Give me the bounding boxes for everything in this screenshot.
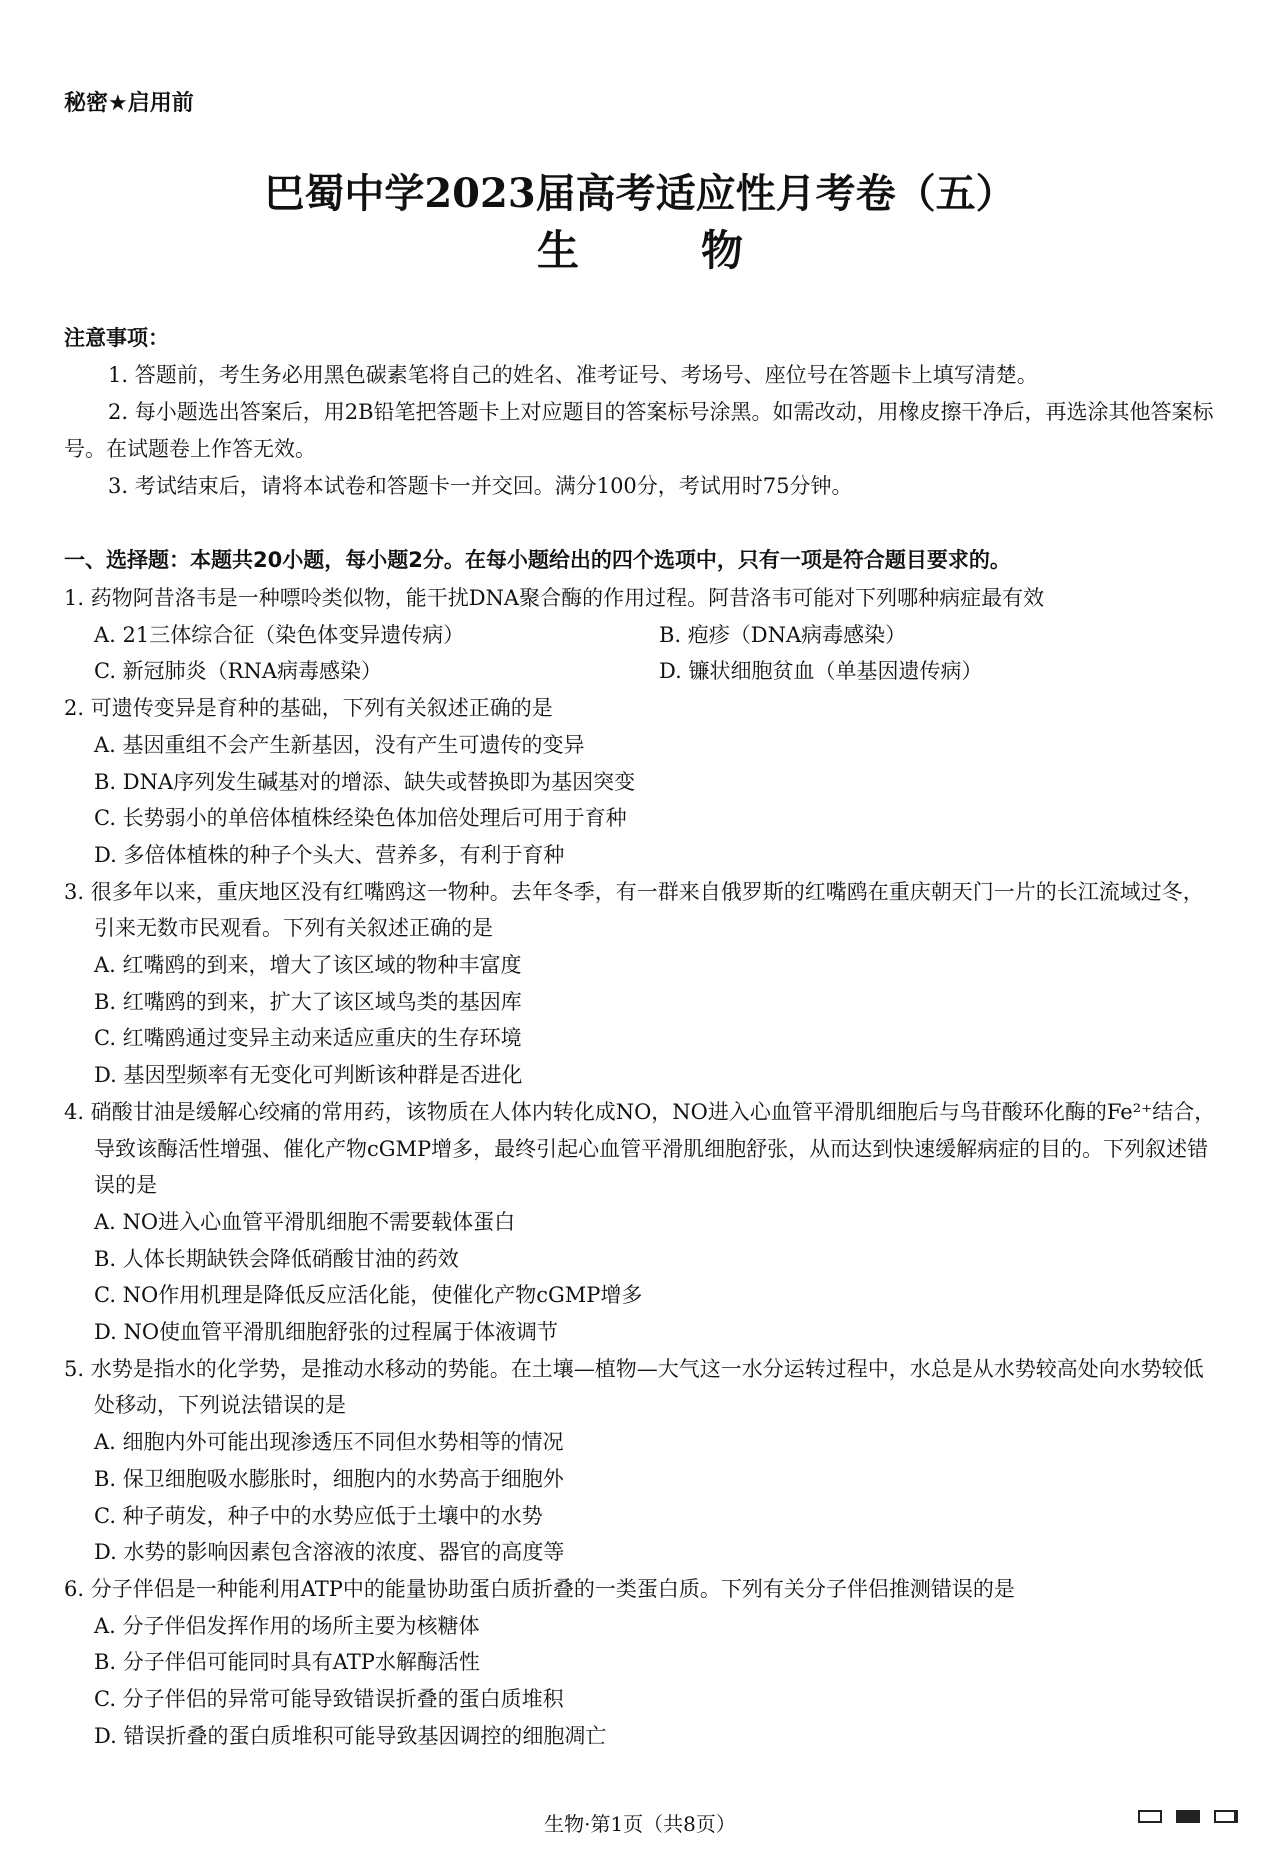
notice-item: 3. 考试结束后，请将本试卷和答题卡一并交回。满分100分，考试用时75分钟。 — [108, 474, 853, 498]
empty-box-mark — [1138, 1810, 1162, 1823]
question-stem: 3. 很多年以来，重庆地区没有红嘴鸥这一物种。去年冬季，有一群来自俄罗斯的红嘴鸥在重庆朝天门一片的长江流域过冬，引来无数市民观看。下列有关叙述正确的是 — [64, 879, 1204, 941]
option-a: A. 红嘴鸥的到来，增大了该区域的物种丰富度 — [94, 953, 522, 978]
option-d: D. 错误折叠的蛋白质堆积可能导致基因调控的细胞凋亡 — [94, 1723, 607, 1748]
question-6 — [64, 1571, 1224, 1755]
option-b: B. 人体长期缺铁会降低硝酸甘油的药效 — [94, 1246, 459, 1271]
option-c: C. NO作用机理是降低反应活化能，使催化产物cGMP增多 — [94, 1283, 643, 1308]
option-d: D. 水势的影响因素包含溶液的浓度、器官的高度等 — [94, 1540, 565, 1565]
question-5 — [64, 1351, 1224, 1571]
question-stem: 6. 分子伴侣是一种能利用ATP中的能量协助蛋白质折叠的一类蛋白质。下列有关分子伴侣推测错误的是 — [64, 1576, 1015, 1601]
page-footer: 生物·第1页（共8页） — [544, 1812, 736, 1836]
question-3 — [64, 874, 1224, 1094]
section-heading: 一、选择题：本题共20小题，每小题2分。在每小题给出的四个选项中，只有一项是符合题目要求的。 — [64, 548, 1011, 572]
exam-title: 巴蜀中学2023届高考适应性月考卷（五） — [264, 170, 1016, 217]
option-b: B. 分子伴侣可能同时具有ATP水解酶活性 — [94, 1650, 480, 1675]
empty-box-mark — [1214, 1810, 1238, 1823]
option-a: A. 细胞内外可能出现渗透压不同但水势相等的情况 — [94, 1430, 564, 1455]
question-stem: 5. 水势是指水的化学势，是推动水移动的势能。在土壤—植物—大气这一水分运转过程中，水总是从水势较高处向水势较低处移动，下列说法错误的是 — [64, 1356, 1204, 1418]
option-d: D. 基因型频率有无变化可判断该种群是否进化 — [94, 1063, 523, 1088]
page-marks — [1138, 1810, 1238, 1823]
notice-item: 1. 答题前，考生务必用黑色碳素笔将自己的姓名、准考证号、考场号、座位号在答题卡上填写清楚。 — [108, 363, 1038, 387]
option-c: C. 种子萌发，种子中的水势应低于土壤中的水势 — [94, 1503, 543, 1528]
notice-section — [64, 320, 1224, 505]
option-d: D. 多倍体植株的种子个头大、营养多，有利于育种 — [94, 842, 565, 867]
question-list — [64, 580, 1224, 1755]
confidential-label: 秘密★启用前 — [64, 91, 194, 116]
option-a: A. 基因重组不会产生新基因，没有产生可遗传的变异 — [94, 732, 585, 757]
option-a: A. 21三体综合征（染色体变异遗传病） — [94, 622, 465, 647]
option-d: D. 镰状细胞贫血（单基因遗传病） — [659, 659, 983, 684]
option-c: C. 新冠肺炎（RNA病毒感染） — [94, 659, 383, 684]
question-2 — [64, 690, 1224, 874]
filled-box-mark — [1176, 1810, 1200, 1823]
option-b: B. 保卫细胞吸水膨胀时，细胞内的水势高于细胞外 — [94, 1466, 564, 1491]
question-stem: 1. 药物阿昔洛韦是一种嘌呤类似物，能干扰DNA聚合酶的作用过程。阿昔洛韦可能对下列哪种病症最有效 — [64, 586, 1045, 610]
question-stem: 2. 可遗传变异是育种的基础，下列有关叙述正确的是 — [64, 696, 553, 721]
option-c: C. 长势弱小的单倍体植株经染色体加倍处理后可用于育种 — [94, 806, 627, 831]
option-a: A. 分子伴侣发挥作用的场所主要为核糖体 — [94, 1613, 480, 1638]
option-a: A. NO进入心血管平滑肌细胞不需要载体蛋白 — [94, 1209, 516, 1234]
subject-title: 生 物 — [536, 226, 783, 275]
option-c: C. 红嘴鸥通过变异主动来适应重庆的生存环境 — [94, 1026, 522, 1051]
question-stem: 4. 硝酸甘油是缓解心绞痛的常用药，该物质在人体内转化成NO，NO进入心血管平滑肌细胞后与鸟苷酸环化酶的Fe²⁺结合，导致该酶活性增强、催化产物cGMP增多，最终引起心血管平滑肌细胞舒张，从而达到快速缓解病症的目的。下列叙述错误的是 — [64, 1099, 1216, 1198]
question-1 — [64, 580, 1224, 690]
option-b: B. 红嘴鸥的到来，扩大了该区域鸟类的基因库 — [94, 989, 522, 1014]
option-b: B. 疱疹（DNA病毒感染） — [659, 622, 907, 647]
option-b: B. DNA序列发生碱基对的增添、缺失或替换即为基因突变 — [94, 769, 636, 794]
question-4 — [64, 1094, 1224, 1351]
option-d: D. NO使血管平滑肌细胞舒张的过程属于体液调节 — [94, 1320, 559, 1345]
notice-heading: 注意事项： — [64, 326, 169, 350]
notice-item: 2. 每小题选出答案后，用2B铅笔把答题卡上对应题目的答案标号涂黑。如需改动，用橡皮擦干净后，再选涂其他答案标号。在试题卷上作答无效。 — [64, 400, 1214, 461]
option-c: C. 分子伴侣的异常可能导致错误折叠的蛋白质堆积 — [94, 1687, 564, 1712]
